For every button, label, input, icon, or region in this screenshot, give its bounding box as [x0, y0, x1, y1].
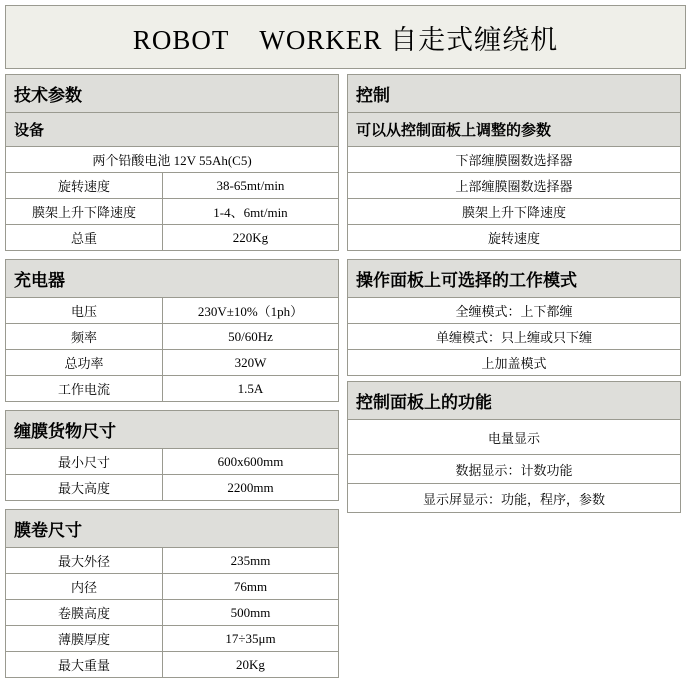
- row-value: 220Kg: [232, 229, 269, 245]
- table-row: [6, 324, 338, 350]
- table-row: [6, 376, 338, 401]
- subsection-title-panel-functions: 控制面板上的功能: [347, 381, 681, 420]
- list-work-modes: [347, 298, 681, 376]
- section-title-tech-params: 技术参数: [5, 74, 339, 113]
- list-item-label: 下部缠膜圈数选择器: [455, 153, 573, 168]
- list-item-label: 电量显示: [487, 430, 540, 446]
- subsection-title-work-modes: 操作面板上可选择的工作模式: [347, 259, 681, 298]
- row-value: 17÷35μm: [225, 630, 276, 646]
- table-row: [6, 350, 338, 376]
- list-item-label: 上部缠膜圈数选择器: [455, 179, 573, 194]
- row-value: 76mm: [233, 578, 268, 594]
- table-row: [6, 173, 338, 199]
- list-item-label: 上加盖模式: [481, 356, 547, 371]
- subsection-title-charger: 充电器: [5, 259, 339, 298]
- row-value: 500mm: [230, 604, 271, 620]
- table-charger: [5, 298, 339, 402]
- table-row: [6, 475, 338, 500]
- row-label: 薄膜厚度: [6, 626, 163, 651]
- list-item: [348, 484, 680, 512]
- list-item: [348, 350, 680, 375]
- list-adjustable-params: [347, 147, 681, 251]
- content-columns: [5, 74, 686, 678]
- row-value: 600x600mm: [217, 453, 284, 469]
- list-item: [348, 298, 680, 324]
- row-value: 50/60Hz: [228, 328, 273, 344]
- document-page: [0, 5, 691, 673]
- title-banner: [5, 5, 686, 69]
- row-label: 最大高度: [6, 475, 163, 500]
- table-row: [6, 298, 338, 324]
- list-item: [348, 147, 680, 173]
- left-column: [5, 74, 339, 678]
- table-row: [6, 626, 338, 652]
- row-label: 总功率: [6, 350, 163, 375]
- table-row: [6, 600, 338, 626]
- table-row: [6, 548, 338, 574]
- row-value: 230V±10%（1ph）: [197, 304, 304, 319]
- list-item: [348, 199, 680, 225]
- list-panel-functions: [347, 420, 681, 513]
- row-label: 内径: [6, 574, 163, 599]
- list-item-label: 全缠模式：上下都缠: [455, 304, 573, 319]
- list-item-label: 数据显示：计数功能: [455, 462, 573, 478]
- row-label: 卷膜高度: [6, 600, 163, 625]
- table-row: [6, 147, 338, 173]
- row-value: 20Kg: [236, 656, 265, 672]
- row-label: 最小尺寸: [6, 449, 163, 474]
- subsection-title-film-roll: 膜卷尺寸: [5, 509, 339, 548]
- table-film-roll: [5, 548, 339, 678]
- list-item-label: 膜架上升下降速度: [461, 205, 566, 220]
- table-equipment: [5, 147, 339, 251]
- row-value: 38-65mt/min: [216, 177, 285, 193]
- table-row: [6, 449, 338, 475]
- table-row: [6, 225, 338, 250]
- section-title-control: 控制: [347, 74, 681, 113]
- list-item-label: 旋转速度: [487, 231, 540, 246]
- table-goods-size: [5, 449, 339, 501]
- list-item-label: 显示屏显示：功能，程序，参数: [422, 491, 605, 507]
- right-column: [347, 74, 681, 513]
- row-label: 总重: [6, 225, 163, 250]
- row-label: 工作电流: [6, 376, 163, 401]
- subsection-title-adjustable-params: 可以从控制面板上调整的参数: [347, 113, 681, 147]
- list-item: [348, 420, 680, 455]
- row-label: 膜架上升下降速度: [6, 199, 163, 224]
- subsection-title-equipment: 设备: [5, 113, 339, 147]
- subsection-title-goods-size: 缠膜货物尺寸: [5, 410, 339, 449]
- list-item-label: 单缠模式：只上缠或只下缠: [435, 330, 592, 345]
- row-label: 最大外径: [6, 548, 163, 573]
- row-value: 235mm: [230, 552, 271, 568]
- row-label: 最大重量: [6, 652, 163, 677]
- equipment-battery-note: 两个铅酸电池 12V 55Ah(C5): [92, 153, 252, 168]
- row-label: 频率: [6, 324, 163, 349]
- row-value: 1-4、6mt/min: [213, 205, 288, 220]
- table-row: [6, 574, 338, 600]
- list-item: [348, 225, 680, 250]
- table-row: [6, 199, 338, 225]
- row-value: 2200mm: [227, 479, 274, 495]
- list-item: [348, 173, 680, 199]
- list-item: [348, 455, 680, 484]
- row-value: 320W: [234, 354, 267, 370]
- row-label: 旋转速度: [6, 173, 163, 198]
- table-row: [6, 652, 338, 677]
- row-label: 电压: [6, 298, 163, 323]
- row-value: 1.5A: [237, 380, 264, 396]
- list-item: [348, 324, 680, 350]
- page-title: ROBOT WORKER 自走式缠绕机: [132, 24, 559, 55]
